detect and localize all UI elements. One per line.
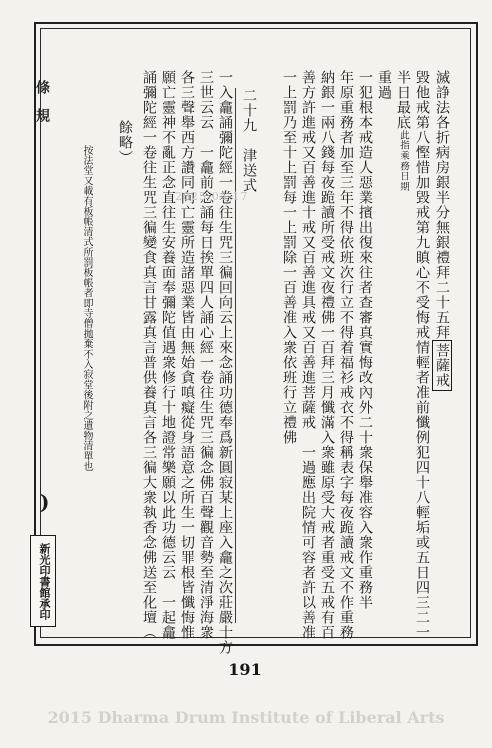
section-heading-funeral-rites: 二十九 津送式: [241, 88, 257, 193]
page-number: 191: [228, 660, 262, 679]
text-column-5: 一犯根本戒造人惡業擯出復來往者查審真實悔改內外二十衆保舉准容入衆作重務半: [357, 70, 373, 610]
heading-major-offence: 重過: [376, 70, 392, 100]
text-column-13: 各三聲舉西方讚同向亡靈所造諸惡業皆由無始貪嗔癡從身語意之所生一切罪根皆懺悔惟: [179, 70, 195, 640]
text-column-7: 納銀一兩八錢每夜跪讀所受戒文夜禮佛一百拜三月懺滿入衆雖原受大戒者重受五戒有百: [319, 70, 335, 640]
date-watermark: 2025-04-17: [175, 190, 249, 203]
text-column-6: 年原重務者加至三年不得依班次行立不得着福衫戒衣不得稱表字每夜跪讀戒文不作重務: [338, 70, 354, 640]
text-column-2: 毀他戒第八慳惜加毀戒第九瞋心不受悔戒情輕者准前懺例犯四十八輕垢或五日四三二一: [414, 70, 430, 640]
text-column-16: 餘略）: [117, 120, 133, 165]
half-day-note: 此指乘務日期: [398, 130, 409, 192]
closing-bracket-glyph: ): [40, 490, 50, 514]
text-column-14: 願亡靈神不亂正念直往生安養面奉彌陀值遇衆修行十地證常樂願以此功德云云 一起龕: [160, 70, 176, 640]
text-column-9: 一上罰乃至十上罰每一上罰除一百善准入衆依班行立禮佛: [281, 70, 297, 445]
running-header-mark: 條 規: [34, 80, 50, 122]
institution-watermark: 2015 Dharma Drum Institute of Liberal Arts: [47, 708, 445, 727]
text-column-11: 一入龕誦彌陀經一卷往生咒三徧回向云上來念誦功德奉爲新圓寂某上座入龕之次莊嚴十方: [217, 70, 233, 655]
text-column-15: 誦彌陀經一卷往生咒三徧變食真言甘露真言普供養真言各三徧大衆執香念佛送至化壇（: [141, 70, 157, 640]
text-column-3: 半日最底此指乘務日期: [395, 70, 411, 192]
section-divider: [235, 88, 236, 623]
omission-note: 按法堂又載有板帳清式所罰板帳者即寺僧拋棄不入寂堂後附之遺物清單也: [81, 145, 92, 472]
text-column-1: 滅諍法各折病房銀半分無銀禮拜二十五拜菩薩戒: [432, 70, 452, 391]
text-column-12: 三世云云 一龕前念誦每日挨單四人誦心經一卷往生咒三徧念佛百聲觀音勢至清淨海衆: [198, 70, 214, 640]
publisher-label: 新光印書館承印: [30, 535, 56, 627]
bodhisattva-precept-badge: 菩薩戒: [432, 340, 452, 391]
text-column-8: 善方許進戒又百善進十戒又百善進具戒又百善進菩薩戒 一過應出院情可容者許以善准: [300, 70, 316, 640]
